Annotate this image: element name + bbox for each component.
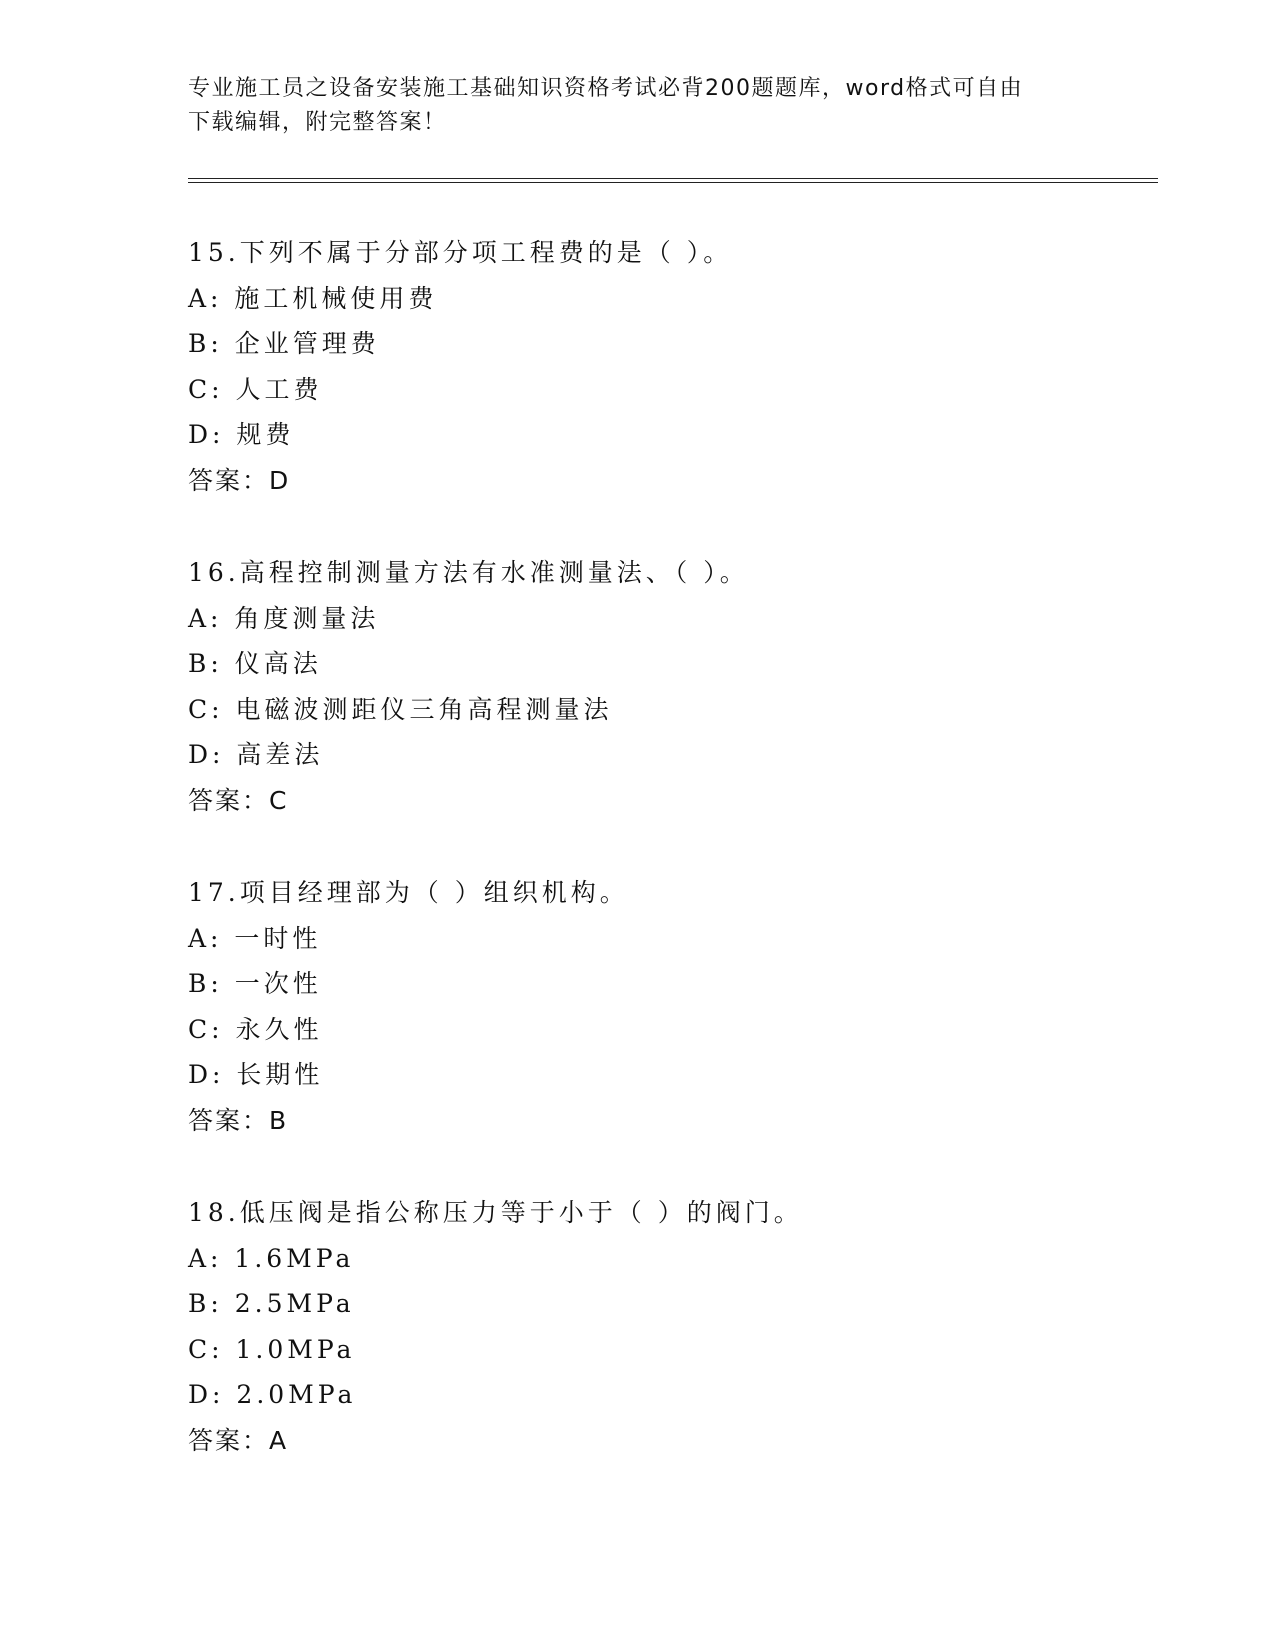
- option-d: D: 高差法: [188, 740, 324, 769]
- option-d: D: 规费: [188, 420, 295, 449]
- option-a: A: 一时性: [188, 923, 322, 953]
- answer-line: 答案：B: [188, 1105, 289, 1135]
- question-stem: 17.项目经理部为（ ）组织机构。: [188, 878, 629, 907]
- question-stem: 15.下列不属于分部分项工程费的是（ ）。: [188, 238, 733, 267]
- option-c: C: 人工费: [188, 374, 323, 404]
- option-c: C: 电磁波测距仪三角高程测量法: [188, 694, 613, 724]
- question-18: [188, 1190, 1168, 1510]
- option-d: D: 2.0MPa: [188, 1380, 357, 1409]
- option-c: C: 永久性: [188, 1014, 323, 1044]
- option-b: B: 仪高法: [188, 649, 322, 678]
- question-16: [188, 550, 1168, 870]
- option-a: A: 1.6MPa: [188, 1243, 355, 1273]
- answer-line: 答案：A: [188, 1425, 289, 1455]
- option-a: A: 角度测量法: [188, 603, 380, 633]
- question-stem: 16.高程控制测量方法有水准测量法、（ ）。: [188, 558, 749, 587]
- header-divider: [188, 178, 1158, 183]
- option-b: B: 一次性: [188, 969, 322, 998]
- question-15: [188, 230, 1168, 550]
- option-c: C: 1.0MPa: [188, 1334, 356, 1364]
- answer-line: 答案：D: [188, 465, 291, 495]
- option-b: B: 企业管理费: [188, 329, 380, 358]
- question-list: [188, 230, 1168, 1510]
- header-title-line-2: 下载编辑，附完整答案！: [188, 110, 447, 135]
- answer-line: 答案：C: [188, 785, 289, 815]
- option-a: A: 施工机械使用费: [188, 283, 438, 313]
- header-title-line-1: 专业施工员之设备安装施工基础知识资格考试必背200题题库，word格式可自由: [188, 76, 1024, 101]
- option-d: D: 长期性: [188, 1060, 324, 1089]
- question-17: [188, 870, 1168, 1190]
- document-header: [188, 72, 1088, 140]
- option-b: B: 2.5MPa: [188, 1289, 355, 1318]
- question-stem: 18.低压阀是指公称压力等于小于（ ）的阀门。: [188, 1198, 803, 1227]
